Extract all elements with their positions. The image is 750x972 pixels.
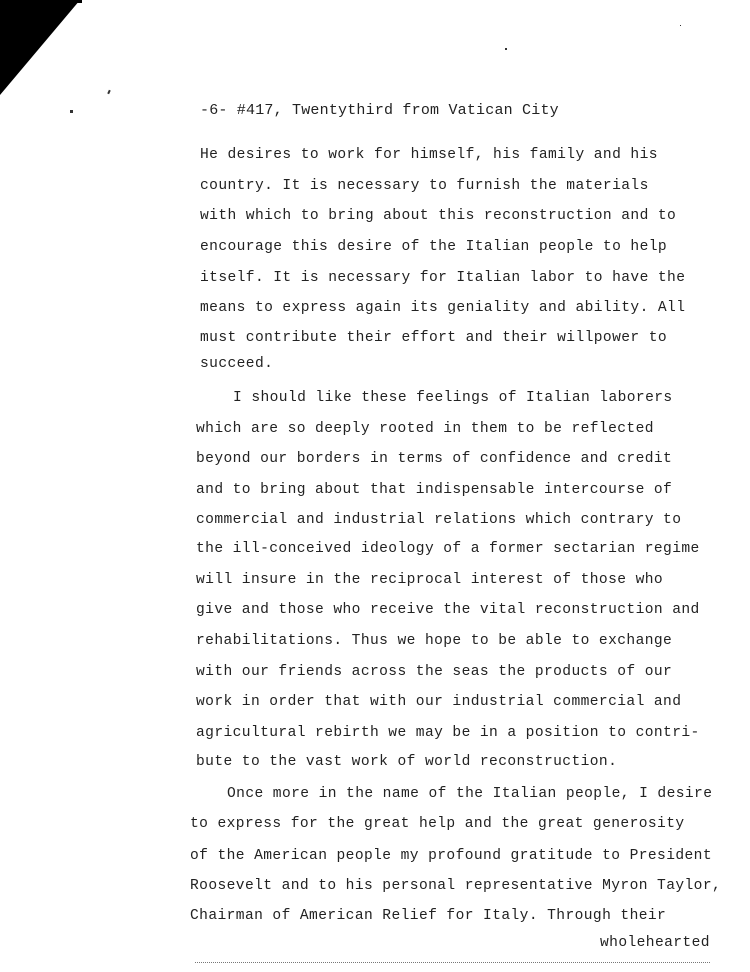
- text-line: Once more in the name of the Italian people, I desire: [227, 786, 713, 802]
- text-line: will insure in the reciprocal interest of those who: [196, 572, 664, 588]
- text-line: and to bring about that indispensable intercourse of: [196, 482, 673, 498]
- text-line: with which to bring about this reconstruction and to: [200, 208, 677, 224]
- text-line: rehabilitations. Thus we hope to be able to exchange: [196, 633, 673, 649]
- text-line: Roosevelt and to his personal representative Myron Taylor,: [190, 878, 722, 894]
- text-line: itself. It is necessary for Italian labor to have the: [200, 270, 686, 286]
- text-line: encourage this desire of the Italian people to help: [200, 239, 668, 255]
- page-header: -6- #417, Twentythird from Vatican City: [200, 102, 559, 119]
- text-line: beyond our borders in terms of confidence and credit: [196, 451, 673, 467]
- text-line: means to express again its geniality and ability. All: [200, 300, 686, 316]
- text-line: agricultural rebirth we may be in a position to contri-: [196, 725, 700, 741]
- scan-bottom-edge: [195, 962, 710, 963]
- text-line: commercial and industrial relations which contrary to: [196, 512, 682, 528]
- scan-speck: [505, 48, 507, 50]
- text-line: which are so deeply rooted in them to be reflected: [196, 421, 654, 437]
- text-line: give and those who receive the vital reconstruction and: [196, 602, 700, 618]
- text-line: succeed.: [200, 356, 274, 372]
- text-line: country. It is necessary to furnish the materials: [200, 178, 649, 194]
- text-line: the ill-conceived ideology of a former sectarian regime: [196, 541, 700, 557]
- text-line: of the American people my profound gratitude to President: [190, 848, 712, 864]
- text-line: He desires to work for himself, his family and his: [200, 147, 658, 163]
- folded-corner-edge: [60, 0, 82, 3]
- scan-speck: [70, 110, 73, 113]
- text-line: with our friends across the seas the products of our: [196, 664, 673, 680]
- scan-speck: [680, 25, 681, 26]
- text-line: Chairman of American Relief for Italy. Through their: [190, 908, 667, 924]
- text-line: to express for the great help and the great generosity: [190, 816, 685, 832]
- catchword: wholehearted: [600, 935, 710, 951]
- text-line: work in order that with our industrial commercial and: [196, 694, 682, 710]
- text-line: bute to the vast work of world reconstruction.: [196, 754, 618, 770]
- text-line: I should like these feelings of Italian laborers: [233, 390, 673, 406]
- scan-speck: [107, 90, 111, 94]
- folded-corner-shadow: [0, 0, 80, 95]
- text-line: must contribute their effort and their willpower to: [200, 330, 668, 346]
